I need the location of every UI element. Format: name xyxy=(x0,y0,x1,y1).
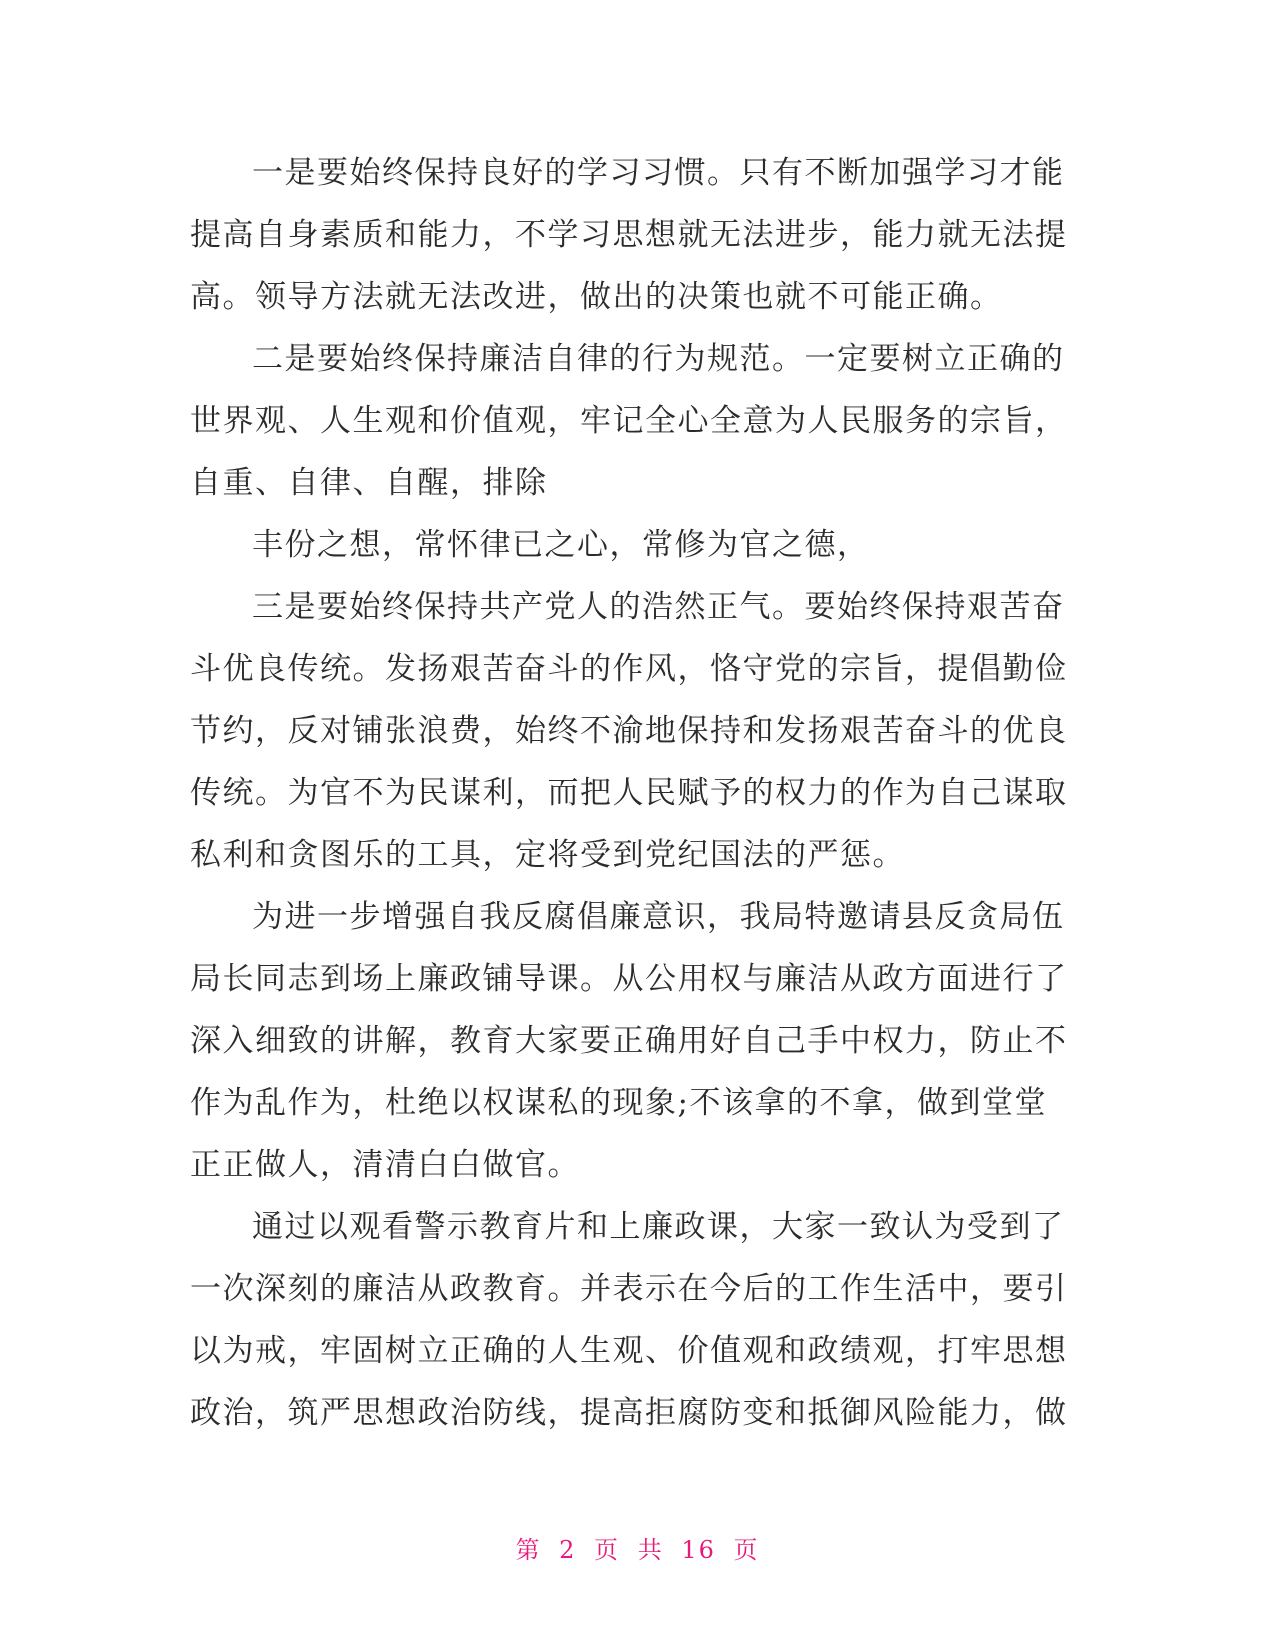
text-line: 局长同志到场上廉政铺导课。从公用权与廉洁从政方面进行了 xyxy=(190,961,1068,997)
text-line: 深入细致的讲解，教育大家要正确用好自己手中权力，防止不 xyxy=(190,1023,1068,1059)
footer-total-pages: 16 xyxy=(681,1536,716,1564)
text-line: 丰份之想，常怀律已之心，常修为官之德， xyxy=(252,527,870,563)
text-line: 以为戒，牢固树立正确的人生观、价值观和政绩观，打牢思想 xyxy=(190,1333,1068,1369)
text-line: 自重、自律、自醒，排除 xyxy=(190,465,548,501)
footer-page-word: 页 xyxy=(594,1536,621,1564)
text-line: 正正做人，清清白白做官。 xyxy=(190,1147,580,1183)
text-line: 私利和贪图乐的工具，定将受到党纪国法的严惩。 xyxy=(190,837,905,873)
footer-current-page: 2 xyxy=(559,1536,577,1564)
text-line: 世界观、人生观和价值观，牢记全心全意为人民服务的宗旨， xyxy=(190,403,1068,439)
page-footer xyxy=(0,1530,1275,1565)
text-line: 提高自身素质和能力，不学习思想就无法进步，能力就无法提 xyxy=(190,217,1068,253)
text-line: 一次深刻的廉洁从政教育。并表示在今后的工作生活中，要引 xyxy=(190,1271,1068,1307)
text-line: 通过以观看警示教育片和上廉政课，大家一致认为受到了 xyxy=(252,1209,1065,1245)
text-line: 传统。为官不为民谋利，而把人民赋予的权力的作为自己谋取 xyxy=(190,775,1068,811)
text-line: 作为乱作为，杜绝以权谋私的现象;不该拿的不拿，做到堂堂 xyxy=(190,1085,1047,1121)
text-line: 一是要始终保持良好的学习习惯。只有不断加强学习才能 xyxy=(252,155,1065,191)
footer-suffix: 页 xyxy=(733,1536,760,1564)
text-line: 三是要始终保持共产党人的浩然正气。要始终保持艰苦奋 xyxy=(252,589,1065,625)
text-line: 节约，反对铺张浪费，始终不渝地保持和发扬艰苦奋斗的优良 xyxy=(190,713,1068,749)
text-line: 政治，筑严思想政治防线，提高拒腐防变和抵御风险能力，做 xyxy=(190,1395,1068,1431)
footer-total-word: 共 xyxy=(637,1536,664,1564)
document-body xyxy=(190,142,1084,1444)
footer-prefix: 第 xyxy=(515,1536,542,1564)
text-line: 二是要始终保持廉洁自律的行为规范。一定要树立正确的 xyxy=(252,341,1065,377)
text-line: 斗优良传统。发扬艰苦奋斗的作风，恪守党的宗旨，提倡勤俭 xyxy=(190,651,1068,687)
text-line: 高。领导方法就无法改进，做出的决策也就不可能正确。 xyxy=(190,279,1003,315)
text-line: 为进一步增强自我反腐倡廉意识，我局特邀请县反贪局伍 xyxy=(252,899,1065,935)
